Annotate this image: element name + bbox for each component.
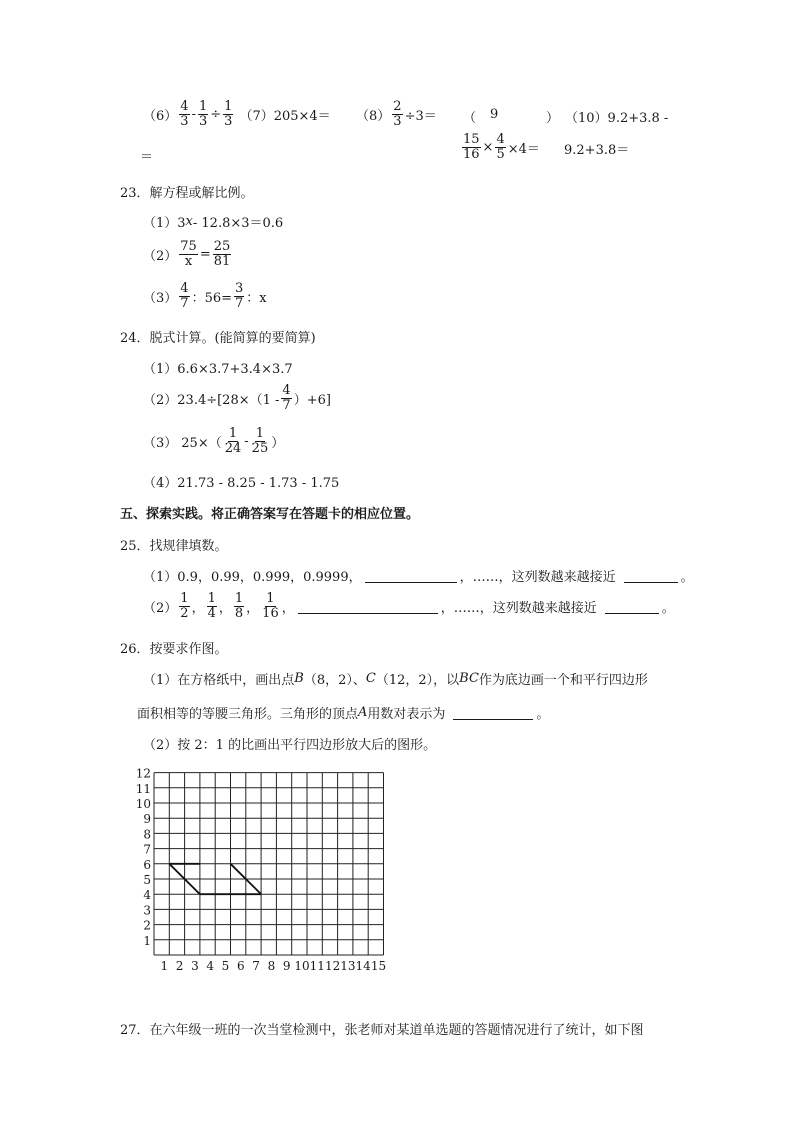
q24-item-2: （2）23.4÷[28×（1 - $\frac{4}{7}$ ）+6]: [143, 383, 331, 413]
problem-6: （6） $\frac{4}{3}$ - $\frac{1}{3}$ ÷ $\frac{1}{3}$ （7）205×4＝: [143, 99, 331, 129]
y-tick-label: 9: [143, 812, 151, 827]
x-tick-label: 15: [370, 959, 387, 973]
y-tick-label: 1: [143, 933, 151, 948]
x-tick-label: 9: [282, 959, 291, 973]
x-tick-label: 5: [221, 959, 230, 973]
q24-item-3: （3） 25×（ $\frac{1}{24}$ - $\frac{1}{25}$ ）: [143, 426, 285, 456]
q25-item-1: （1）0.9，0.99，0.999，0.9999， ，……，这列数越来越接近 。: [143, 570, 694, 585]
q25-title: 25．找规律填数。: [120, 539, 228, 554]
problem-9-open: （: [463, 111, 477, 126]
q26-item-2: （2）按 2：1 的比画出平行四边形放大后的图形。: [143, 738, 437, 753]
x-tick-label: 1: [160, 959, 169, 973]
q26-item-1: （1）在方格纸中，画出点 B （8，2）、 C （12，2），以 BC 作为底边画一个和平行四边形: [143, 671, 648, 688]
y-tick-label: 4: [143, 888, 151, 903]
x-tick-label: 2: [175, 959, 184, 973]
fraction: $\frac{1}{3}$: [224, 99, 233, 129]
q23-item-2: （2） $\frac{75}{x}$ = $\frac{25}{81}$: [143, 239, 231, 269]
fraction: $\frac{4}{5}$: [496, 132, 505, 162]
x-tick-label: 4: [206, 959, 215, 973]
y-tick-label: 10: [135, 797, 151, 811]
fraction: $\frac{1}{16}$: [262, 591, 279, 621]
x-tick-label: 12: [324, 959, 341, 973]
x-tick-label: 6: [236, 959, 245, 973]
q27-text: 27．在六年级一班的一次当堂检测中，张老师对某道单选题的答题情况进行了统计，如下图: [120, 1023, 644, 1038]
fraction: $\frac{2}{3}$: [393, 99, 402, 129]
fraction: $\frac{15}{16}$: [463, 132, 480, 162]
problem-9-close: ）: [546, 111, 560, 126]
fraction: $\frac{3}{7}$: [235, 281, 244, 311]
fraction: $\frac{4}{7}$: [180, 281, 189, 311]
q23-item-1: （1）3 x - 12.8×3＝0.6: [143, 214, 284, 231]
fraction: $\frac{25}{81}$: [213, 239, 231, 269]
fraction: $\frac{1}{4}$: [207, 591, 216, 621]
y-tick-label: 6: [143, 857, 151, 872]
fraction: $\frac{1}{2}$: [180, 591, 189, 621]
x-tick-label: 11: [309, 959, 325, 973]
fraction: $\frac{4}{3}$: [180, 99, 189, 129]
answer-blank[interactable]: [298, 599, 438, 614]
fraction: $\frac{1}{24}$: [224, 426, 242, 456]
x-tick-label: 3: [191, 959, 199, 973]
coordinate-grid: [130, 760, 400, 980]
q24-title: 24．脱式计算。(能简算的要简算): [120, 331, 316, 346]
answer-blank[interactable]: [605, 599, 659, 614]
y-tick-label: 11: [135, 781, 151, 796]
fraction: $\frac{75}{x}$: [180, 239, 197, 269]
y-tick-label: 2: [143, 918, 151, 933]
y-tick-label: 12: [135, 766, 151, 781]
y-tick-label: 5: [143, 873, 151, 887]
x-tick-label: 7: [252, 959, 260, 973]
q23-title: 23．解方程或解比例。: [120, 186, 254, 201]
problem-10: （10）9.2+3.8 -: [565, 111, 669, 126]
problem-7: （7）205×4＝: [239, 109, 331, 124]
fraction: $\frac{1}{3}$: [198, 99, 208, 129]
q26-item-1-cont: 面积相等的等腰三角形。三角形的顶点 A 用数对表示为 。: [137, 705, 550, 722]
x-tick-label: 8: [267, 959, 276, 973]
q24-item-4: （4）21.73 - 8.25 - 1.73 - 1.75: [143, 476, 340, 491]
answer-blank[interactable]: [624, 568, 678, 583]
y-tick-label: 3: [143, 903, 151, 918]
x-tick-label: 13: [340, 959, 356, 973]
fraction: $\frac{4}{7}$: [282, 383, 291, 413]
q26-title: 26．按要求作图。: [120, 642, 228, 657]
problem-9-expression: $\frac{15}{16}$ × $\frac{4}{5}$ ×4＝: [463, 132, 540, 162]
problem-8: （8） $\frac{2}{3}$ ÷3＝: [356, 99, 437, 129]
problem-10-result: 9.2+3.8＝: [564, 143, 630, 158]
problem-9-number: 9: [490, 107, 499, 122]
answer-blank[interactable]: [453, 705, 533, 720]
q24-item-1: （1）6.6×3.7+3.4×3.7: [143, 362, 293, 377]
problem-6-equals: ＝: [140, 150, 154, 165]
answer-blank[interactable]: [365, 568, 457, 583]
section-heading: 五、探索实践。将正确答案写在答题卡的相应位置。: [120, 507, 420, 522]
fraction: $\frac{1}{25}$: [251, 426, 269, 456]
fraction: $\frac{1}{8}$: [234, 591, 244, 621]
q25-item-2: （2） $\frac{1}{2}$ ， $\frac{1}{4}$ ， $\frac{1}{8}$ ， $\frac{1}{16}$ ， ，……，这列数越来越接近 。: [143, 591, 675, 621]
q23-item-3: （3） $\frac{4}{7}$ ：56= $\frac{3}{7}$ ：x: [143, 281, 267, 311]
y-tick-label: 7: [143, 842, 151, 857]
x-tick-label: 14: [355, 959, 371, 973]
x-tick-label: 10: [294, 959, 310, 973]
y-tick-label: 8: [143, 827, 151, 842]
